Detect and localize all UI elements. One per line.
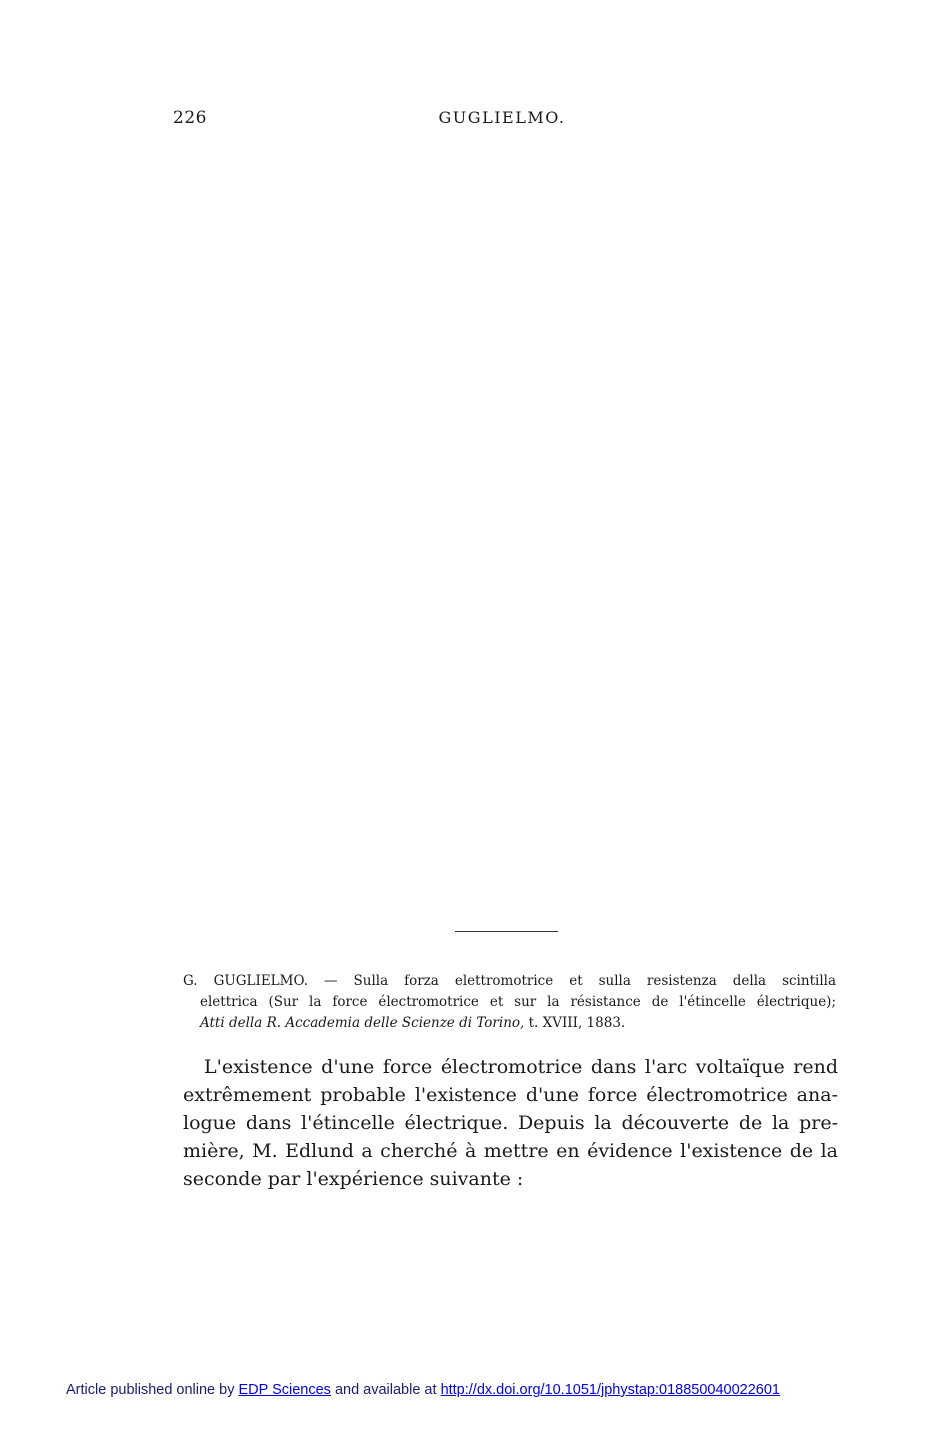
footer-prefix: Article published online by [66,1382,239,1398]
paragraph-line: seconde par l'expérience suivante : [183,1168,524,1190]
paragraph-line: L'existence d'une force électromotrice dans l'arc voltaïque rend [204,1056,838,1078]
footer-middle: and available at [330,1382,441,1398]
section-divider [455,931,558,932]
body-paragraph [183,1053,838,1193]
reference-line-1: G. GUGLIELMO. — Sulla forza elettromotrice et sulla resistenza della scintilla [183,973,836,989]
reference-line-3 [183,1013,836,1034]
journal-volume: t. XVIII, 1883. [524,1015,626,1031]
reference-line-2: elettrica (Sur la force électromotrice et sur la résistance de l'étincelle électrique); [200,994,836,1010]
paragraph-line: mière, M. Edlund a cherché à mettre en évidence l'existence de la [183,1140,838,1162]
page-number: 226 [173,108,207,128]
journal-title: Atti della R. Accademia delle Scienze di Torino, [200,1015,525,1031]
paragraph-line: logue dans l'étincelle électrique. Depuis la découverte de la pre- [183,1112,838,1134]
doi-link[interactable]: http://dx.doi.org/10.1051/jphystap:018850040022601 [440,1382,780,1398]
running-title: GUGLIELMO. [438,108,566,127]
publication-footer [66,1382,780,1398]
paragraph-line: extrêmement probable l'existence d'une force électromotrice ana- [183,1084,838,1106]
bibliographic-reference [183,971,836,1034]
edp-sciences-link[interactable]: EDP Sciences [238,1382,331,1398]
